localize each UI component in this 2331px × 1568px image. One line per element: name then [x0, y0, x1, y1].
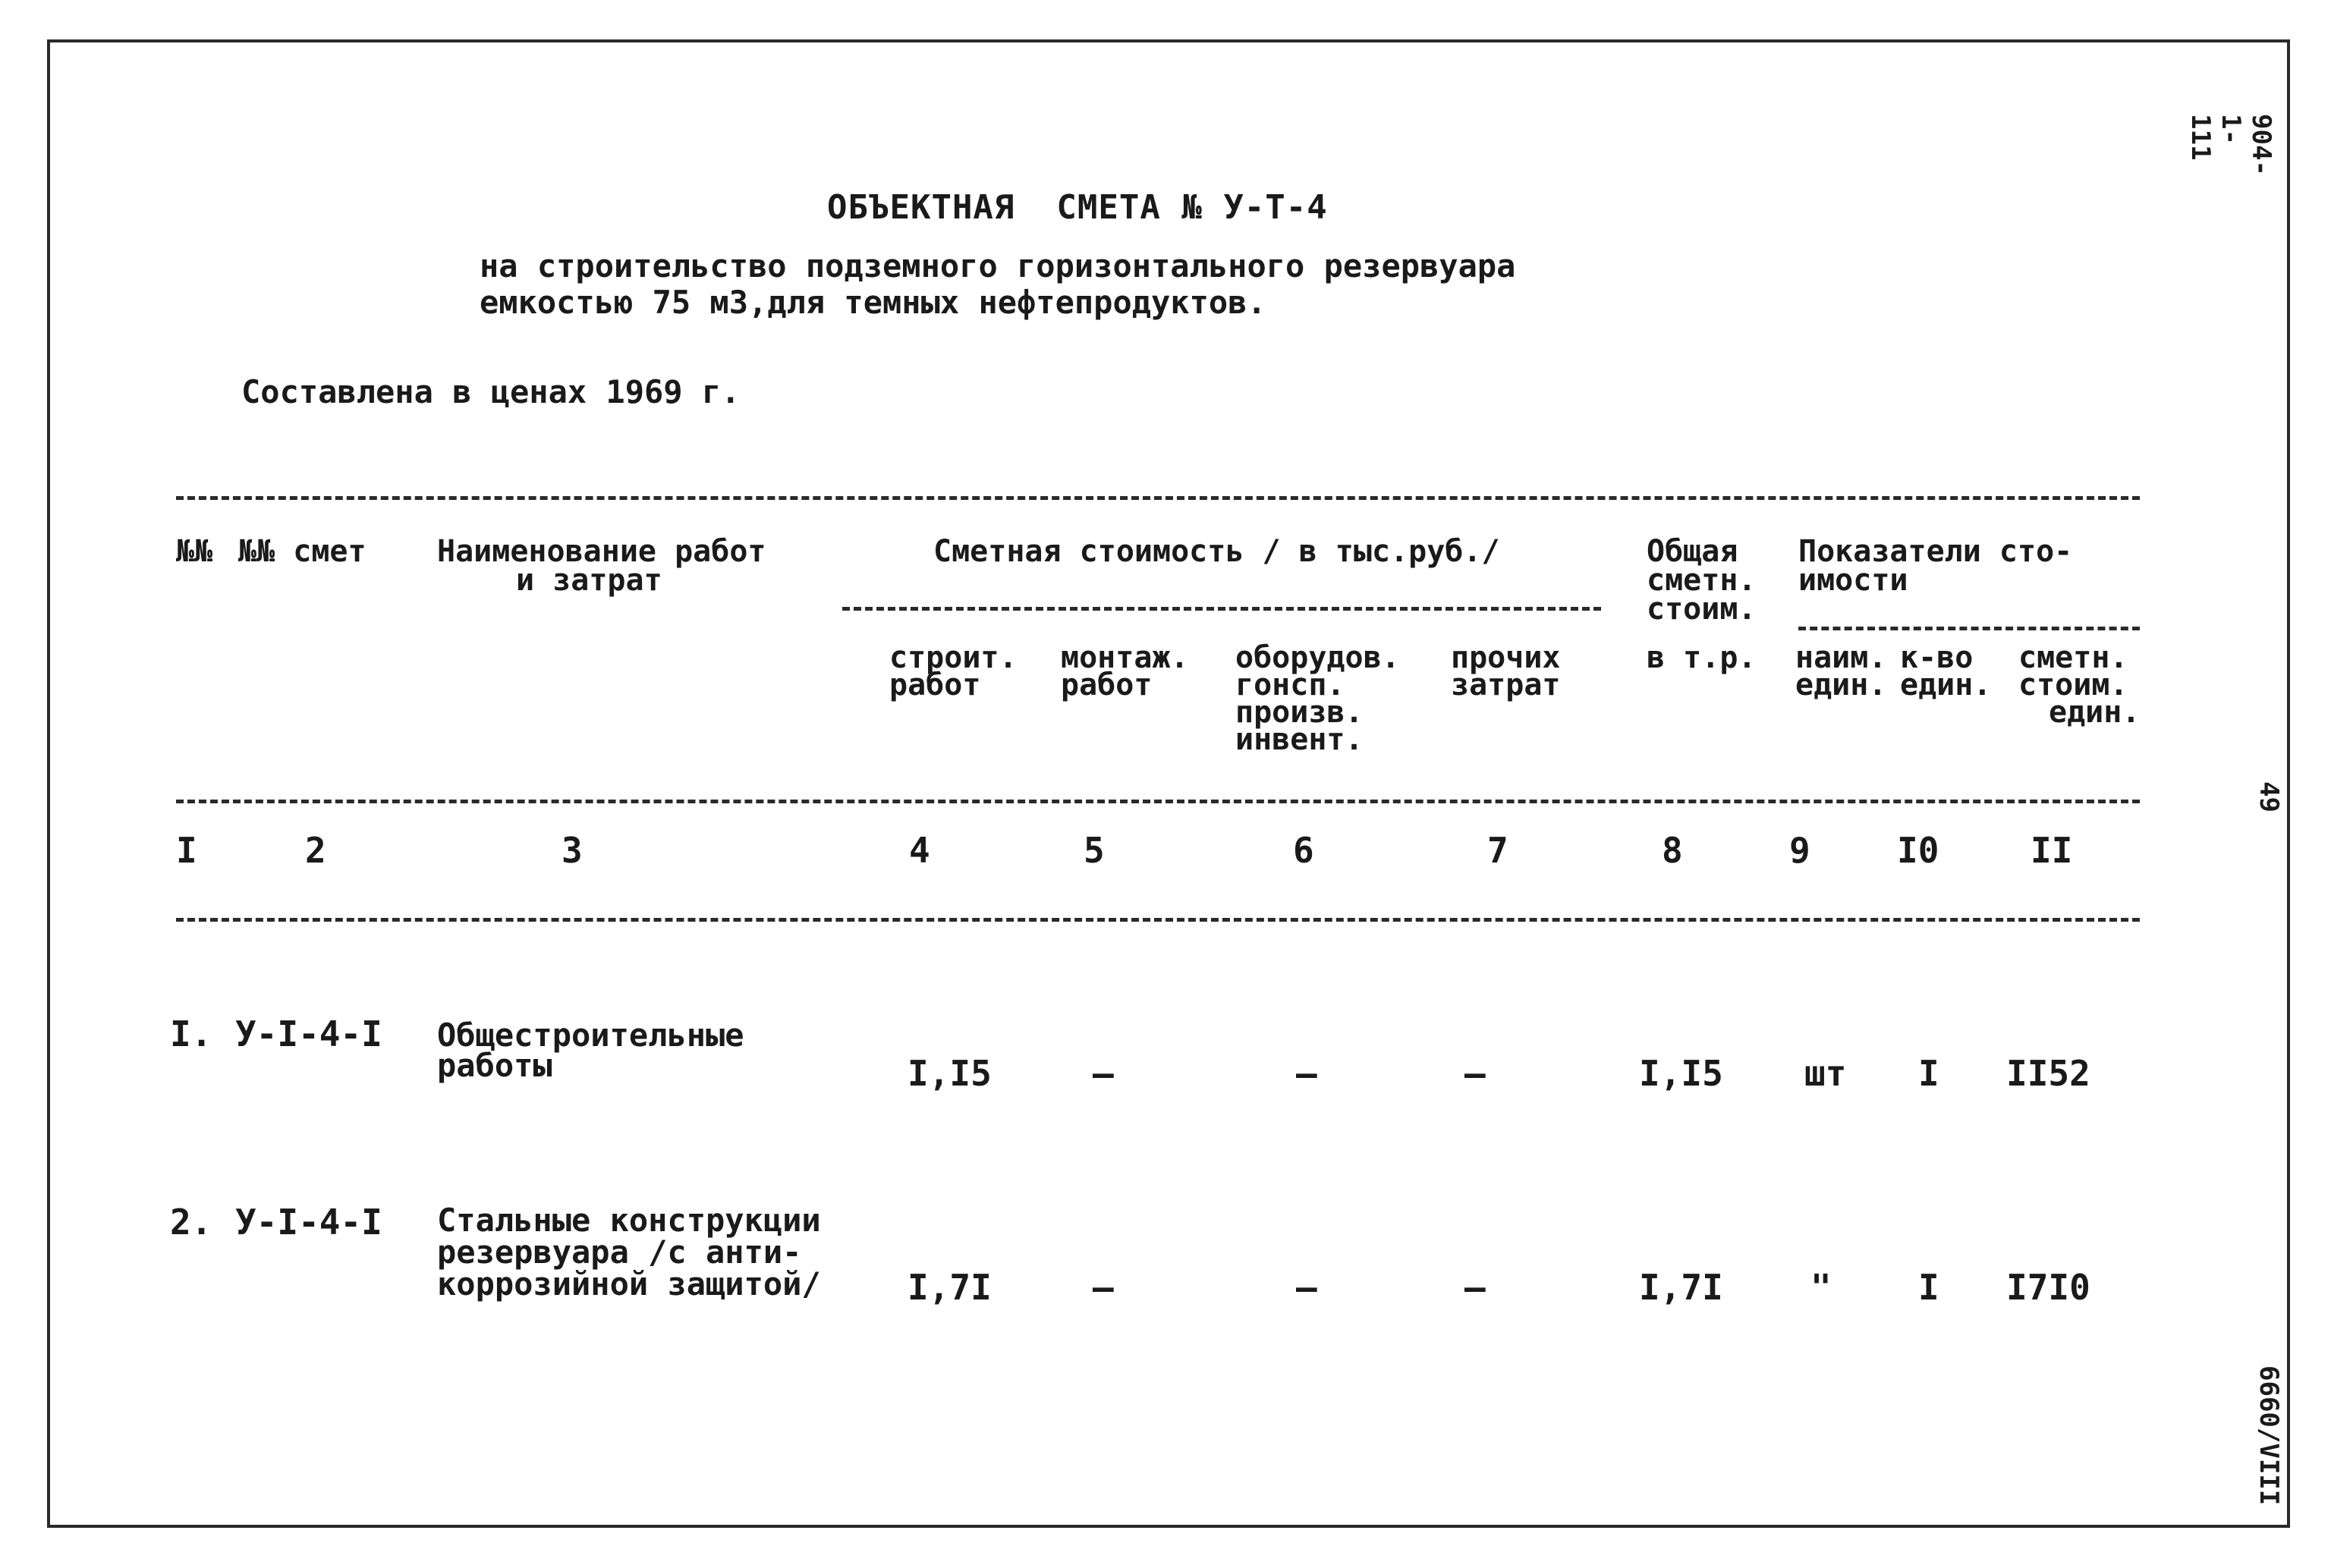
indicators-group-rule	[1798, 627, 2140, 630]
column-number: 5	[1084, 830, 1105, 871]
header-col8-line2: сметн.	[1647, 563, 1757, 598]
column-number: II	[2031, 830, 2073, 871]
row-name-line2: работы	[437, 1047, 552, 1084]
row-unit: "	[1810, 1267, 1832, 1308]
column-number: 2	[305, 830, 326, 871]
header-col2: №№ смет	[238, 534, 366, 569]
prices-note: Составлена в ценах 1969 г.	[241, 373, 741, 410]
row-name-line3: коррозийной защитой/	[437, 1265, 821, 1302]
header-col9-line1: наим.	[1795, 640, 1887, 675]
document-subtitle-line2: емкостью 75 м3,для темных нефтепродуктов.	[480, 284, 1266, 321]
column-number: I	[176, 830, 197, 871]
column-number: 6	[1293, 830, 1314, 871]
header-col11-line2: стоим.	[2018, 668, 2128, 702]
row-estimate-code: У-I-4-I	[235, 1013, 382, 1054]
row-equipment-cost: –	[1296, 1267, 1317, 1308]
document-subtitle-line1: на строительство подземного горизонтального резервуара	[480, 247, 1516, 284]
column-number: 8	[1662, 830, 1683, 871]
row-unit-cost: II52	[2006, 1053, 2090, 1094]
header-col8-line1: Общая	[1647, 534, 1738, 569]
row-total-cost: I,I5	[1639, 1053, 1723, 1094]
header-col5-line1: монтаж.	[1061, 640, 1189, 675]
row-construction-cost: I,I5	[908, 1053, 992, 1094]
row-quantity: I	[1918, 1267, 1939, 1308]
column-numbers-rule	[176, 918, 2140, 922]
row-other-cost: –	[1464, 1267, 1486, 1308]
header-col5-line2: работ	[1061, 668, 1153, 702]
header-bottom-rule	[176, 800, 2140, 803]
row-name-line1: Стальные конструкции	[437, 1202, 821, 1239]
header-col7-line2: затрат	[1451, 668, 1561, 702]
document-title: ОБЪЕКТНАЯ СМЕТА № У-Т-4	[827, 188, 1328, 227]
table-top-rule	[176, 496, 2140, 500]
column-number: 3	[562, 830, 583, 871]
margin-page-number: 49	[2254, 781, 2284, 812]
header-col9-line2: един.	[1795, 668, 1887, 702]
column-number: 9	[1789, 830, 1810, 871]
header-col10-line1: к-во	[1900, 640, 1974, 675]
row-assembly-cost: –	[1093, 1053, 1114, 1094]
header-col7-line1: прочих	[1451, 640, 1561, 675]
row-equipment-cost: –	[1296, 1053, 1317, 1094]
row-assembly-cost: –	[1093, 1267, 1114, 1308]
header-col6-line1: оборудов.	[1235, 640, 1400, 675]
row-number: 2.	[170, 1202, 212, 1243]
header-col6-line4: инвент.	[1235, 722, 1364, 757]
margin-code-top: 904-1-111	[2185, 114, 2276, 176]
header-col11-line3: един.	[2049, 695, 2141, 730]
header-col10-line2: един.	[1900, 668, 1992, 702]
row-estimate-code: У-I-4-I	[235, 1202, 382, 1243]
header-col1: №№	[176, 534, 213, 569]
row-other-cost: –	[1464, 1053, 1486, 1094]
row-unit-cost: I7I0	[2006, 1267, 2090, 1308]
header-indicators-line1: Показатели сто-	[1798, 534, 2073, 569]
column-number: I0	[1897, 830, 1939, 871]
header-col8-line3: стоим.	[1647, 592, 1757, 627]
header-col4-line2: работ	[889, 668, 981, 702]
row-name-line2: резервуара /с анти-	[437, 1233, 802, 1271]
header-col4-line1: строит.	[889, 640, 1018, 675]
row-total-cost: I,7I	[1639, 1267, 1723, 1308]
header-cost-group: Сметная стоимость / в тыс.руб./	[933, 534, 1500, 569]
header-col6-line3: произв.	[1235, 695, 1364, 730]
header-col8-line4: в т.р.	[1647, 640, 1757, 675]
row-number: I.	[170, 1013, 212, 1054]
cost-group-rule	[842, 607, 1601, 611]
header-col3-line1: Наименование работ	[437, 534, 766, 569]
column-number: 7	[1487, 830, 1508, 871]
row-name-line1: Общестроительные	[437, 1017, 744, 1054]
row-construction-cost: I,7I	[908, 1267, 992, 1308]
margin-code-bottom: 6660/VIII	[2254, 1365, 2284, 1506]
header-col6-line2: гонсп.	[1235, 668, 1345, 702]
header-col11-line1: сметн.	[2018, 640, 2128, 675]
row-unit: шт	[1804, 1053, 1847, 1094]
column-number: 4	[909, 830, 930, 871]
header-indicators-line2: имости	[1798, 563, 1908, 598]
header-col3-line2: и затрат	[516, 563, 662, 598]
row-quantity: I	[1918, 1053, 1939, 1094]
